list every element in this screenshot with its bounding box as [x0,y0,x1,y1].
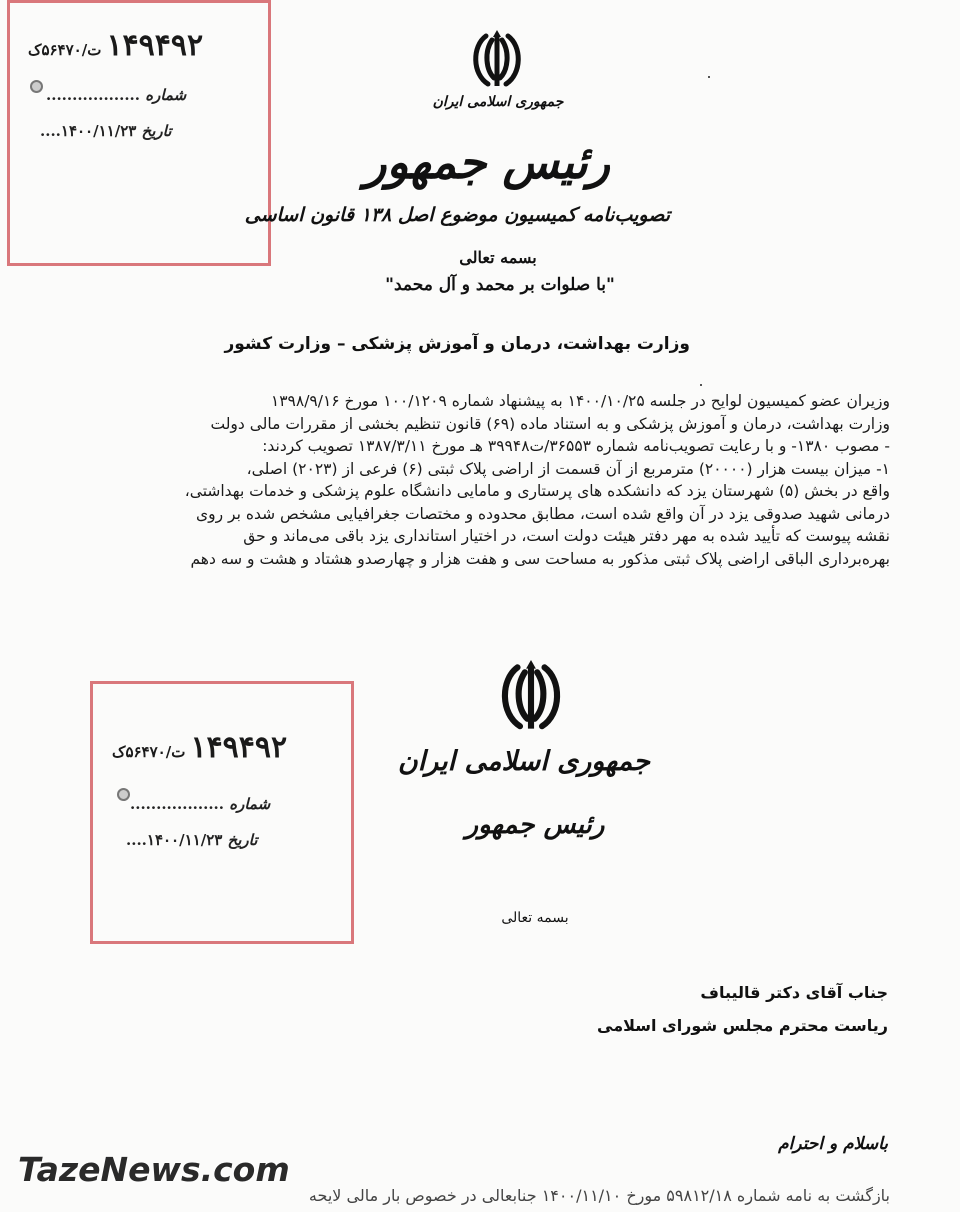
letter-number-value: ۱۴۹۴۹۲ [190,730,288,765]
number-dots: .................. [46,86,140,104]
date-field-bottom [126,831,257,849]
date-value: ۱۴۰۰/۱۱/۲۳.... [126,831,223,849]
bismillah-bottom: بسمه تعالی [501,910,569,926]
number-label: شماره [145,86,187,104]
approval-heading: تصویب‌نامه کمیسیون موضوع اصل ۱۳۸ قانون اساسی [244,204,670,226]
speck [708,76,710,78]
approval-body-text [90,390,890,570]
salawat-line: "با صلوات بر محمد و آل محمد" [385,275,615,295]
president-title-top: رئیس جمهور [364,135,610,189]
letter-number-top [28,28,203,63]
body-line: - مصوب ۱۳۸۰- و با رعایت تصویب‌نامه شماره ۳۶۵۵۳/ت۳۹۹۴۸ هـ مورخ ۱۳۸۷/۳/۱۱ تصویب کردند: [262,437,890,455]
date-label: تاریخ [227,831,258,849]
recipient-name: جناب آقای دکتر قالیباف [700,983,888,1002]
letter-number-bottom [112,730,287,765]
body-line: وزارت بهداشت، درمان و آموزش پزشکی و به استناد ماده (۶۹) قانون تنظیم بخشی از مقررات مالی دولت [210,414,890,433]
number-field-top [46,86,186,104]
number-dots: .................. [130,795,224,813]
bismillah-top: بسمه تعالی [459,248,537,267]
body-line: وزیران عضو کمیسیون لوایح در جلسه ۱۴۰۰/۱۰/۲۵ به پیشنهاد شماره ۱۰۰/۱۲۰۹ مورخ ۱۳۹۸/۹/۱۶ [270,392,890,410]
body-line: واقع در بخش (۵) شهرستان یزد که دانشکده های پرستاری و مامایی دانشگاه علوم پزشکی و خدمات بهداشتی، [184,482,890,500]
letter-code-value: ت/۵۶۴۷۰ک [28,41,102,59]
letter-number-value: ۱۴۹۴۹۲ [106,28,204,63]
number-field-bottom [130,795,270,813]
country-name-bottom: جمهوری اسلامی ایران [397,746,650,777]
number-label: شماره [229,795,271,813]
body-line: ۱- میزان بیست هزار (۲۰۰۰۰) مترمربع از آن قسمت از اراضی پلاک ثبتی (۶) فرعی از (۲۰۲۳) اصلی، [246,459,890,478]
addressee-ministries: وزارت بهداشت، درمان و آموزش پزشکی – وزارت کشور [224,334,690,354]
speck [700,384,702,386]
greeting: باسلام و احترام [778,1134,888,1154]
date-field-top [40,122,171,140]
date-value: ۱۴۰۰/۱۱/۲۳.... [40,122,137,140]
body-line: بهره‌برداری الباقی اراضی پلاک ثبتی مذکور به مساحت سی و هفت هزار و چهارصدو هشتاد و هشت و سه دهم [190,549,890,568]
punch-hole-icon [117,788,130,801]
iran-emblem-icon [493,660,569,736]
body-line: نقشه پیوست که تأیید شده به مهر دفتر هیئت دولت است، در اختیار استانداری یزد باقی می‌ماند و حق [243,527,890,545]
country-name-top: جمهوری اسلامی ایران [432,94,564,110]
president-title-bottom: رئیس جمهور [465,810,605,840]
punch-hole-icon [30,80,43,93]
date-label: تاریخ [141,122,172,140]
recipient-title: ریاست محترم مجلس شورای اسلامی [597,1016,888,1035]
letter-code-value: ت/۵۶۴۷۰ک [112,743,186,761]
body-line: درمانی شهید صدوقی یزد در آن واقع شده است، مطابق محدوده و مختصات جغرافیایی مشخص شده بر روی [196,504,890,523]
site-watermark: TazeNews.com [18,1150,290,1189]
iran-emblem-icon [466,30,528,92]
letter-reference-line: بازگشت به نامه شماره ۵۹۸۱۲/۱۸ مورخ ۱۴۰۰/۱۱/۱۰ جنابعالی در خصوص بار مالی لایحه [308,1186,890,1205]
